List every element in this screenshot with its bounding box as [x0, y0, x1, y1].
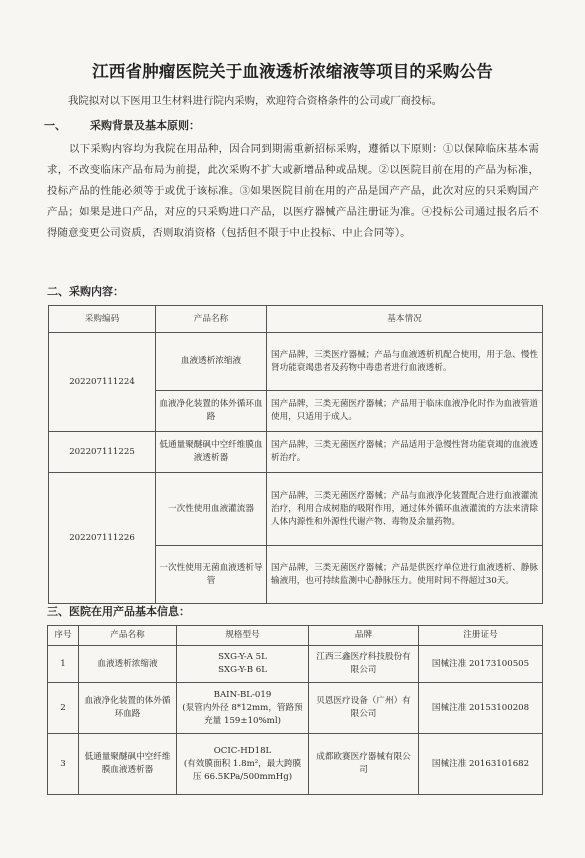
header-cell: 采购编码 [49, 306, 156, 333]
product-name: 低通量聚醚砜中空纤维膜血液透析器 [156, 432, 267, 473]
table-header-row [48, 626, 543, 646]
header-cell: 产品名称 [156, 306, 267, 333]
section-1-title: 采购背景及基本原则： [90, 119, 200, 132]
section-1-heading [44, 117, 200, 133]
table-row [48, 646, 543, 683]
header-cell: 基本情况 [267, 306, 543, 333]
registration-number: 国械注准 20153100208 [419, 683, 543, 734]
product-spec [177, 734, 309, 795]
product-name: 血液净化装置的体外循环血路 [156, 391, 267, 432]
product-brand: 成都欧赛医疗器械有限公司 [309, 734, 419, 795]
section-2-heading: 二、采购内容： [47, 285, 124, 298]
table-row [48, 683, 543, 734]
product-brand: 江西三鑫医疗科技股份有限公司 [309, 646, 419, 683]
spec-line: (有效膜面积 1.8m²，最大跨膜压 66.5KPa/500mmHg) [183, 758, 302, 782]
row-number: 1 [48, 646, 79, 683]
table-row [49, 432, 543, 473]
table-row [49, 333, 543, 391]
spec-line: (泵管内外径 8*12mm，管路预充量 159±10%ml) [182, 702, 303, 726]
procurement-code: 202207111225 [49, 432, 156, 473]
product-name: 血液透析浓缩液 [156, 333, 267, 391]
product-name: 低通量聚醚砜中空纤维膜血液透析器 [79, 734, 177, 795]
product-name: 血液透析浓缩液 [79, 646, 177, 683]
table-row [49, 473, 543, 546]
registration-number: 国械注准 20163101682 [419, 734, 543, 795]
header-cell: 规格型号 [177, 626, 309, 646]
spec-line: SXG-Y-B 6L [218, 665, 267, 675]
product-name: 血液净化装置的体外循环血路 [79, 683, 177, 734]
intro-text: 我院拟对以下医用卫生材料进行院内采购，欢迎符合资格条件的公司或厂商投标。 [68, 95, 443, 107]
procurement-code: 202207111224 [49, 333, 156, 432]
product-desc: 国产品牌，三类无菌医疗器械；产品适用于急慢性肾功能衰竭的血液透析治疗。 [267, 432, 543, 473]
section-1-number: 一、 [44, 119, 66, 132]
row-number: 2 [48, 683, 79, 734]
product-name: 一次性使用无菌血液透析导管 [156, 546, 267, 604]
procurement-code: 202207111226 [49, 473, 156, 604]
header-cell: 注册证号 [419, 626, 543, 646]
products-table [47, 625, 543, 795]
section-3-heading: 三、医院在用产品基本信息： [47, 605, 190, 618]
header-cell: 序号 [48, 626, 79, 646]
product-desc: 国产品牌，三类无菌医疗器械；产品与血液净化装置配合进行血液灌流治疗，利用合成树脂的吸附作用，通过体外循环血液灌流的方法来清除人体内源性和外源性代谢产物、毒物及余量药物。 [267, 473, 543, 546]
registration-number: 国械注准 20173100505 [419, 646, 543, 683]
section-1-body: 以下采购内容均为我院在用品种，因合同到期需重新招标采购，遵循以下原则：①以保障临床基本需求，不改变临床产品布局为前提，此次采购不扩大或新增品种或品规。②以医院目前在用的产品为标准，投标产品的性能必须等于或优于该标准。③如果医院目前在用的产品是国产产品，此次对应的只采购国产产品；如果是进口产品，对应的只采购进口产品，以医疗器械产品注册证为准。④投标公司通过报名后不得随意变更公司资质，否则取消资格（包括但不限于中止投标、中止合同等）。 [47, 143, 539, 239]
table-row [48, 734, 543, 795]
product-spec [177, 646, 309, 683]
spec-line: OCIC-HD18L [213, 745, 272, 756]
table-header-row [49, 306, 543, 333]
product-desc: 国产品牌，三类无菌医疗器械；产品是供医疗单位进行血液透析、静脉输液用，也可持续监测中心静脉压力。使用时间不得超过30天。 [267, 546, 543, 604]
header-cell: 产品名称 [79, 626, 177, 646]
procurement-table [48, 305, 543, 604]
spec-line: SXG-Y-A 5L [218, 652, 267, 662]
product-spec [177, 683, 309, 734]
row-number: 3 [48, 734, 79, 795]
spec-line: BAIN-BL-019 [213, 689, 272, 700]
product-desc: 国产品牌，三类医疗器械；产品与血液透析机配合使用，用于急、慢性肾功能衰竭患者及药物中毒患者进行血液透析。 [267, 333, 543, 391]
page-title: 江西省肿瘤医院关于血液透析浓缩液等项目的采购公告 [92, 62, 493, 81]
product-desc: 国产品牌，三类无菌医疗器械；产品用于临床血液净化时作为血液管道使用，只适用于成人。 [267, 391, 543, 432]
product-brand: 贝恩医疗设备（广州）有限公司 [309, 683, 419, 734]
header-cell: 品牌 [309, 626, 419, 646]
product-name: 一次性使用血液灌流器 [156, 473, 267, 546]
